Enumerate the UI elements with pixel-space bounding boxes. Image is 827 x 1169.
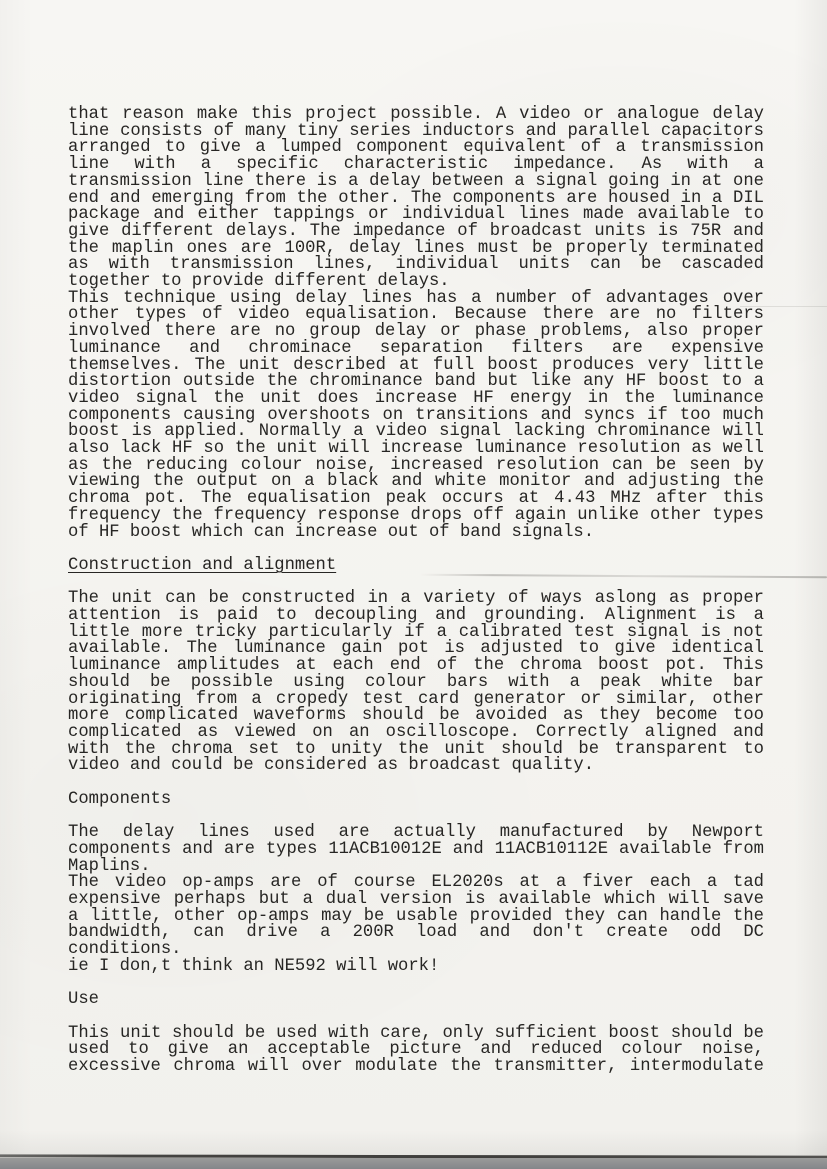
text-line: of HF boost which can increase out of band signals.	[68, 522, 595, 542]
text-line: The video op-amps are of course EL2020s at a fiver each a tad	[68, 873, 764, 893]
text-line: as with transmission lines, individual units can be cascaded	[68, 255, 764, 275]
text-line: more complicated waveforms should be avoided as they become too	[68, 706, 764, 726]
text-line: should be possible using colour bars with a peak white bar	[68, 672, 764, 692]
text-line: together to provide different delays.	[68, 272, 450, 292]
text-line: excessive chroma will over modulate the transmitter, intermodulate	[68, 1056, 764, 1076]
text-line: viewing the output on a black and white monitor and adjusting the	[68, 472, 764, 492]
text-line: as the reducing colour noise, increased resolution can be seen by	[68, 455, 764, 475]
paragraph	[68, 591, 764, 775]
text-line: boost is applied. Normally a video signal lacking chrominance will	[68, 422, 764, 442]
text-line: little more tricky particularly if a calibrated test signal is not	[68, 622, 764, 642]
text-line: a little, other op-amps may be usable provided they can handle the	[68, 906, 764, 926]
paragraph	[68, 107, 764, 291]
section-heading: Components	[68, 789, 172, 809]
document-text	[68, 107, 764, 1076]
text-line: line with a specific characteristic impedance. As with a	[68, 155, 764, 175]
text-line: luminance amplitudes at each end of the chroma boost pot. This	[68, 656, 764, 676]
text-line: themselves. The unit described at full boost produces very little	[68, 355, 764, 375]
text-line: distortion outside the chrominance band but like any HF boost to a	[68, 372, 764, 392]
text-line: This technique using delay lines has a number of advantages over	[68, 288, 764, 308]
text-line: chroma pot. The equalisation peak occurs at 4.43 MHz after this	[68, 489, 764, 509]
text-line: expensive perhaps but a dual version is available which will save	[68, 889, 764, 909]
paragraph	[68, 1023, 764, 1076]
text-line: luminance and chrominace separation filters are expensive	[68, 338, 764, 358]
text-line: used to give an acceptable picture and reduced colour noise,	[68, 1040, 764, 1060]
text-line: complicated as viewed on an oscilloscope. Correctly aligned and	[68, 722, 764, 742]
text-line: give different delays. The impedance of broadcast units is 75R and	[68, 221, 764, 241]
text-line: components and are types 11ACB10012E and 11ACB10112E available from	[68, 839, 764, 859]
section-heading: Construction and alignment	[68, 555, 337, 575]
text-line: The unit can be constructed in a variety of ways aslong as proper	[68, 589, 764, 609]
text-line: video signal the unit does increase HF energy in the luminance	[68, 388, 764, 408]
text-line: The delay lines used are actually manufactured by Newport	[68, 823, 764, 843]
text-line: with the chroma set to unity the unit should be transparent to	[68, 739, 764, 759]
text-line: Maplins.	[68, 856, 151, 876]
paragraph	[68, 825, 764, 975]
text-line: originating from a cropedy test card generator or similar, other	[68, 689, 764, 709]
scanner-background-strip	[0, 1158, 827, 1169]
text-line: ie I don,t think an NE592 will work!	[68, 956, 440, 976]
text-line: involved there are no group delay or phase problems, also proper	[68, 322, 764, 342]
text-line: the maplin ones are 100R, delay lines must be properly terminated	[68, 238, 764, 258]
text-line: bandwidth, can drive a 200R load and don't create odd DC	[68, 923, 764, 943]
text-line: attention is paid to decoupling and grounding. Alignment is a	[68, 606, 764, 626]
paper-bottom-shadow	[0, 1130, 827, 1155]
text-line: video and could be considered as broadcast quality.	[68, 756, 595, 776]
text-line: transmission line there is a delay between a signal going in at one	[68, 171, 764, 191]
text-line: arranged to give a lumped component equivalent of a transmission	[68, 138, 764, 158]
text-line: also lack HF so the unit will increase luminance resolution as well	[68, 439, 764, 459]
paper-crease-small	[740, 306, 827, 307]
text-line: This unit should be used with care, only sufficient boost should be	[68, 1023, 764, 1043]
text-line: other types of video equalisation. Because there are no filters	[68, 305, 764, 325]
text-line: conditions.	[68, 940, 182, 960]
text-line: frequency the frequency response drops off again unlike other types	[68, 505, 764, 525]
text-line: end and emerging from the other. The components are housed in a DIL	[68, 188, 764, 208]
section-heading: Use	[68, 990, 99, 1010]
text-line: components causing overshoots on transitions and syncs if too much	[68, 405, 764, 425]
text-line: available. The luminance gain pot is adjusted to give identical	[68, 639, 764, 659]
text-line: package and either tappings or individual lines made available to	[68, 205, 764, 225]
text-line: that reason make this project possible. A video or analogue delay	[68, 105, 764, 124]
paragraph	[68, 288, 764, 542]
text-line: line consists of many tiny series inductors and parallel capacitors	[68, 121, 764, 141]
